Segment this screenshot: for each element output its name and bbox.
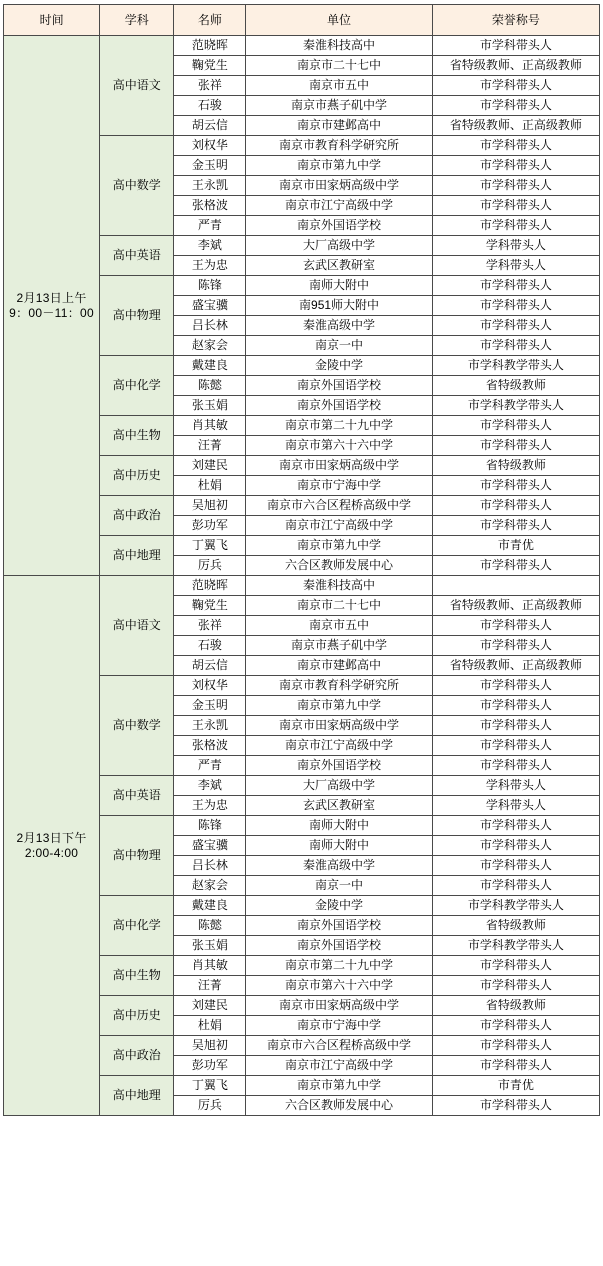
honor-cell: 市学科带头人	[432, 336, 599, 356]
teacher-name-cell: 刘权华	[174, 676, 246, 696]
table-row	[4, 36, 600, 56]
unit-cell: 玄武区教研室	[246, 796, 432, 816]
unit-cell: 南京市五中	[246, 616, 432, 636]
teacher-name-cell: 盛宝骥	[174, 836, 246, 856]
honor-cell: 市学科带头人	[432, 276, 599, 296]
honor-cell: 市青优	[432, 536, 599, 556]
honor-cell: 市学科带头人	[432, 496, 599, 516]
honor-cell: 省特级教师	[432, 996, 599, 1016]
teacher-name-cell: 陈懿	[174, 376, 246, 396]
honor-cell: 市学科带头人	[432, 1056, 599, 1076]
honor-cell: 学科带头人	[432, 776, 599, 796]
subject-cell: 高中英语	[100, 776, 174, 816]
teacher-name-cell: 吴旭初	[174, 496, 246, 516]
honor-cell: 市学科带头人	[432, 516, 599, 536]
unit-cell: 金陵中学	[246, 896, 432, 916]
honor-cell: 学科带头人	[432, 796, 599, 816]
unit-cell: 南京市第九中学	[246, 696, 432, 716]
unit-cell: 大厂高级中学	[246, 236, 432, 256]
subject-cell: 高中地理	[100, 1076, 174, 1116]
honor-cell: 市学科教学带头人	[432, 396, 599, 416]
unit-cell: 南京市五中	[246, 76, 432, 96]
honor-cell: 市学科带头人	[432, 956, 599, 976]
unit-cell: 南京市第九中学	[246, 1076, 432, 1096]
unit-cell: 南京市第六十六中学	[246, 436, 432, 456]
teacher-name-cell: 丁翼飞	[174, 1076, 246, 1096]
honor-cell	[432, 576, 599, 596]
unit-cell: 玄武区教研室	[246, 256, 432, 276]
column-header-honor: 荣誉称号	[432, 5, 599, 36]
honor-cell: 市学科带头人	[432, 1096, 599, 1116]
teacher-name-cell: 石骏	[174, 636, 246, 656]
teacher-name-cell: 彭功军	[174, 516, 246, 536]
unit-cell: 南京市二十七中	[246, 596, 432, 616]
unit-cell: 南京外国语学校	[246, 376, 432, 396]
unit-cell: 秦淮高级中学	[246, 316, 432, 336]
teacher-name-cell: 汪菁	[174, 976, 246, 996]
unit-cell: 南师大附中	[246, 276, 432, 296]
subject-cell: 高中数学	[100, 136, 174, 236]
subject-cell: 高中生物	[100, 956, 174, 996]
honor-cell: 省特级教师	[432, 456, 599, 476]
teacher-name-cell: 彭功军	[174, 1056, 246, 1076]
honor-cell: 市学科带头人	[432, 436, 599, 456]
teacher-name-cell: 厉兵	[174, 556, 246, 576]
teacher-name-cell: 范晓晖	[174, 576, 246, 596]
unit-cell: 南京外国语学校	[246, 216, 432, 236]
honor-cell: 市学科带头人	[432, 556, 599, 576]
unit-cell: 六合区教师发展中心	[246, 556, 432, 576]
teacher-name-cell: 刘权华	[174, 136, 246, 156]
honor-cell: 市学科带头人	[432, 176, 599, 196]
teacher-name-cell: 张玉娟	[174, 396, 246, 416]
teacher-name-cell: 范晓晖	[174, 36, 246, 56]
honor-cell: 市学科带头人	[432, 816, 599, 836]
table-body	[4, 36, 600, 1116]
unit-cell: 南京市江宁高级中学	[246, 1056, 432, 1076]
teacher-name-cell: 陈懿	[174, 916, 246, 936]
teacher-name-cell: 盛宝骥	[174, 296, 246, 316]
honor-cell: 市学科带头人	[432, 736, 599, 756]
unit-cell: 大厂高级中学	[246, 776, 432, 796]
honor-cell: 市学科教学带头人	[432, 356, 599, 376]
teacher-name-cell: 吕长林	[174, 316, 246, 336]
teacher-name-cell: 赵家会	[174, 336, 246, 356]
honor-cell: 省特级教师	[432, 916, 599, 936]
subject-cell: 高中历史	[100, 456, 174, 496]
unit-cell: 南京市教育科学研究所	[246, 676, 432, 696]
subject-cell: 高中政治	[100, 496, 174, 536]
session-time-cell: 2月13日下午 2:00-4:00	[4, 576, 100, 1116]
unit-cell: 南京市田家炳高级中学	[246, 716, 432, 736]
teacher-name-cell: 汪菁	[174, 436, 246, 456]
teacher-name-cell: 陈锋	[174, 276, 246, 296]
teacher-name-cell: 张祥	[174, 616, 246, 636]
teacher-name-cell: 丁翼飞	[174, 536, 246, 556]
unit-cell: 南京市第九中学	[246, 156, 432, 176]
unit-cell: 南京市田家炳高级中学	[246, 996, 432, 1016]
unit-cell: 南师大附中	[246, 816, 432, 836]
honor-cell: 市学科带头人	[432, 616, 599, 636]
teacher-name-cell: 吴旭初	[174, 1036, 246, 1056]
honor-cell: 市学科带头人	[432, 416, 599, 436]
unit-cell: 南京市宁海中学	[246, 476, 432, 496]
teacher-name-cell: 戴建良	[174, 356, 246, 376]
teacher-name-cell: 张祥	[174, 76, 246, 96]
honor-cell: 市学科教学带头人	[432, 936, 599, 956]
teacher-name-cell: 王永凯	[174, 716, 246, 736]
unit-cell: 南京一中	[246, 336, 432, 356]
unit-cell: 南京市江宁高级中学	[246, 196, 432, 216]
honor-cell: 市学科带头人	[432, 756, 599, 776]
honor-cell: 省特级教师、正高级教师	[432, 116, 599, 136]
unit-cell: 南京市田家炳高级中学	[246, 456, 432, 476]
honor-cell: 省特级教师、正高级教师	[432, 596, 599, 616]
unit-cell: 秦淮科技高中	[246, 36, 432, 56]
subject-cell: 高中化学	[100, 896, 174, 956]
column-header-time: 时间	[4, 5, 100, 36]
unit-cell: 南京外国语学校	[246, 916, 432, 936]
teacher-name-cell: 陈锋	[174, 816, 246, 836]
unit-cell: 南京一中	[246, 876, 432, 896]
honor-cell: 市学科带头人	[432, 636, 599, 656]
unit-cell: 南京外国语学校	[246, 396, 432, 416]
column-header-teacher: 名师	[174, 5, 246, 36]
honor-cell: 市学科带头人	[432, 1016, 599, 1036]
teacher-name-cell: 杜娟	[174, 1016, 246, 1036]
teacher-name-cell: 肖其敏	[174, 956, 246, 976]
subject-cell: 高中政治	[100, 1036, 174, 1076]
teacher-name-cell: 王为忠	[174, 256, 246, 276]
honor-cell: 市学科带头人	[432, 296, 599, 316]
teacher-name-cell: 王为忠	[174, 796, 246, 816]
table-row	[4, 576, 600, 596]
teacher-name-cell: 张玉娟	[174, 936, 246, 956]
unit-cell: 南师大附中	[246, 836, 432, 856]
teacher-name-cell: 严青	[174, 216, 246, 236]
honor-cell: 市学科带头人	[432, 316, 599, 336]
unit-cell: 南京市第二十九中学	[246, 956, 432, 976]
unit-cell: 南京外国语学校	[246, 936, 432, 956]
teacher-name-cell: 鞠党生	[174, 56, 246, 76]
teacher-name-cell: 杜娟	[174, 476, 246, 496]
teacher-name-cell: 王永凯	[174, 176, 246, 196]
teacher-name-cell: 厉兵	[174, 1096, 246, 1116]
subject-cell: 高中语文	[100, 576, 174, 676]
teacher-name-cell: 鞠党生	[174, 596, 246, 616]
unit-cell: 南京市江宁高级中学	[246, 736, 432, 756]
honor-cell: 省特级教师、正高级教师	[432, 56, 599, 76]
subject-cell: 高中英语	[100, 236, 174, 276]
column-header-subject: 学科	[100, 5, 174, 36]
honor-cell: 学科带头人	[432, 256, 599, 276]
unit-cell: 南京市建邺高中	[246, 116, 432, 136]
honor-cell: 市青优	[432, 1076, 599, 1096]
unit-cell: 南京市田家炳高级中学	[246, 176, 432, 196]
honor-cell: 市学科带头人	[432, 196, 599, 216]
honor-cell: 市学科带头人	[432, 976, 599, 996]
teacher-name-cell: 胡云信	[174, 656, 246, 676]
subject-cell: 高中物理	[100, 276, 174, 356]
honor-cell: 市学科带头人	[432, 136, 599, 156]
teacher-name-cell: 张格波	[174, 196, 246, 216]
teacher-name-cell: 张格波	[174, 736, 246, 756]
unit-cell: 南京市第九中学	[246, 536, 432, 556]
unit-cell: 南京外国语学校	[246, 756, 432, 776]
honor-cell: 市学科带头人	[432, 96, 599, 116]
unit-cell: 南京市建邺高中	[246, 656, 432, 676]
teacher-name-cell: 金玉明	[174, 156, 246, 176]
subject-cell: 高中生物	[100, 416, 174, 456]
honor-cell: 市学科带头人	[432, 836, 599, 856]
unit-cell: 秦淮高级中学	[246, 856, 432, 876]
subject-cell: 高中语文	[100, 36, 174, 136]
honor-cell: 市学科带头人	[432, 36, 599, 56]
teacher-name-cell: 李斌	[174, 776, 246, 796]
honor-cell: 市学科带头人	[432, 476, 599, 496]
honor-cell: 市学科带头人	[432, 696, 599, 716]
subject-cell: 高中地理	[100, 536, 174, 576]
unit-cell: 南京市第二十九中学	[246, 416, 432, 436]
honor-cell: 省特级教师	[432, 376, 599, 396]
unit-cell: 金陵中学	[246, 356, 432, 376]
teacher-name-cell: 戴建良	[174, 896, 246, 916]
unit-cell: 南京市宁海中学	[246, 1016, 432, 1036]
teacher-name-cell: 胡云信	[174, 116, 246, 136]
table-header	[4, 5, 600, 36]
unit-cell: 南京市教育科学研究所	[246, 136, 432, 156]
honor-cell: 市学科教学带头人	[432, 896, 599, 916]
teacher-name-cell: 严青	[174, 756, 246, 776]
honor-cell: 省特级教师、正高级教师	[432, 656, 599, 676]
teacher-name-cell: 赵家会	[174, 876, 246, 896]
unit-cell: 南京市第六十六中学	[246, 976, 432, 996]
unit-cell: 南951师大附中	[246, 296, 432, 316]
honor-cell: 市学科带头人	[432, 216, 599, 236]
teacher-name-cell: 李斌	[174, 236, 246, 256]
session-time-cell: 2月13日上午 9：00－11：00	[4, 36, 100, 576]
honor-cell: 市学科带头人	[432, 876, 599, 896]
honor-cell: 市学科带头人	[432, 76, 599, 96]
teacher-name-cell: 刘建民	[174, 996, 246, 1016]
honor-cell: 学科带头人	[432, 236, 599, 256]
subject-cell: 高中数学	[100, 676, 174, 776]
unit-cell: 六合区教师发展中心	[246, 1096, 432, 1116]
teacher-name-cell: 金玉明	[174, 696, 246, 716]
teacher-schedule-table	[3, 4, 600, 1116]
subject-cell: 高中历史	[100, 996, 174, 1036]
unit-cell: 南京市六合区程桥高级中学	[246, 496, 432, 516]
subject-cell: 高中化学	[100, 356, 174, 416]
honor-cell: 市学科带头人	[432, 716, 599, 736]
subject-cell: 高中物理	[100, 816, 174, 896]
unit-cell: 南京市六合区程桥高级中学	[246, 1036, 432, 1056]
teacher-name-cell: 刘建民	[174, 456, 246, 476]
teacher-name-cell: 吕长林	[174, 856, 246, 876]
unit-cell: 南京市江宁高级中学	[246, 516, 432, 536]
column-header-unit: 单位	[246, 5, 432, 36]
honor-cell: 市学科带头人	[432, 676, 599, 696]
unit-cell: 南京市燕子矶中学	[246, 96, 432, 116]
unit-cell: 南京市燕子矶中学	[246, 636, 432, 656]
honor-cell: 市学科带头人	[432, 156, 599, 176]
honor-cell: 市学科带头人	[432, 856, 599, 876]
unit-cell: 南京市二十七中	[246, 56, 432, 76]
honor-cell: 市学科带头人	[432, 1036, 599, 1056]
unit-cell: 秦淮科技高中	[246, 576, 432, 596]
table-header-row	[4, 5, 600, 36]
teacher-name-cell: 肖其敏	[174, 416, 246, 436]
teacher-name-cell: 石骏	[174, 96, 246, 116]
